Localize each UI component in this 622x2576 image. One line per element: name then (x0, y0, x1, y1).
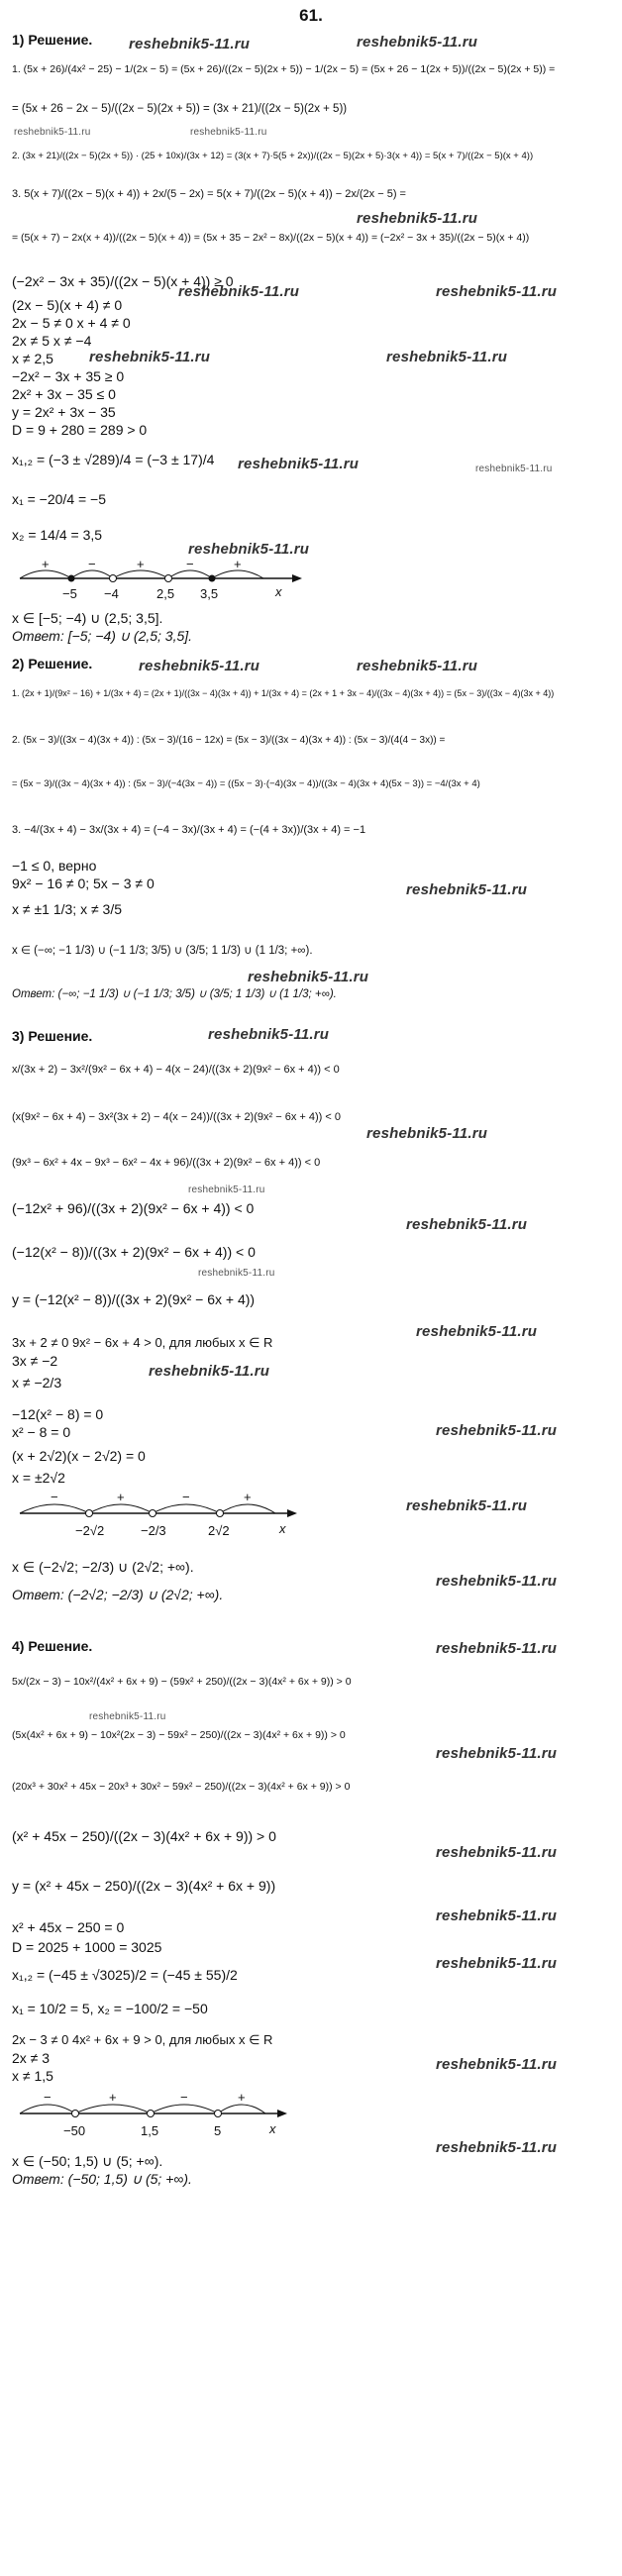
watermark: reshebnik5-11.ru (178, 283, 300, 300)
s4-line: x₁,₂ = (−45 ± √3025)/2 = (−45 ± 55)/2 (12, 1967, 238, 1983)
watermark: reshebnik5-11.ru (406, 1216, 528, 1233)
s1-result: x ∈ [−5; −4) ∪ (2,5; 3,5]. (12, 610, 163, 626)
s3-line: 3x + 2 ≠ 0 9x² − 6x + 4 > 0, для любых x ∈ R (12, 1335, 273, 1350)
s1-line: = (5x + 26 − 2x − 5)/((2x − 5)(2x + 5)) = (3x + 21)/((2x − 5)(2x + 5)) (12, 103, 348, 115)
problem-number: 61. (299, 6, 323, 25)
s2-answer: Ответ: (−∞; −1 1/3) ∪ (−1 1/3; 3/5) ∪ (3/5; 1 1/3) ∪ (1 1/3; +∞). (12, 988, 337, 1000)
s1-line: 3. 5(x + 7)/((2x − 5)(x + 4)) + 2x/(5 − 2x) = 5(x + 7)/((2x − 5)(x + 4)) − 2x/(2x − 5) = (12, 188, 406, 200)
watermark: reshebnik5-11.ru (208, 1026, 330, 1043)
point-open (110, 575, 117, 582)
s4-result: x ∈ (−50; 1,5) ∪ (5; +∞). (12, 2153, 163, 2169)
s1-line: D = 9 + 280 = 289 > 0 (12, 422, 148, 438)
sign-arc (71, 570, 113, 578)
watermark: reshebnik5-11.ru (436, 283, 558, 300)
s1-line: 2x ≠ 5 x ≠ −4 (12, 333, 92, 349)
axis-arrow (292, 574, 302, 582)
s1-line: (−2x² − 3x + 35)/((2x − 5)(x + 4)) ≥ 0 (12, 273, 234, 289)
s1-line: 2. (3x + 21)/((2x − 5)(2x + 5)) · (25 + 10x)/(3x + 12) = (3(x + 7)·5(5 + 2x))/((2x − 5)(2x + 5)·3(x + 4)) = 5(x + 7)/((2x − 5)(x + 4)) (12, 151, 534, 161)
watermark: reshebnik5-11.ru (436, 1745, 558, 1762)
s2-line: −1 ≤ 0, верно (12, 858, 97, 874)
s1-line: x₂ = 14/4 = 3,5 (12, 527, 103, 543)
s2-line: 9x² − 16 ≠ 0; 5x − 3 ≠ 0 (12, 876, 155, 891)
s4-line: y = (x² + 45x − 250)/((2x − 3)(4x² + 6x + 9)) (12, 1878, 276, 1894)
watermark: reshebnik5-11.ru (89, 349, 211, 365)
s2-line: x ∈ (−∞; −1 1/3) ∪ (−1 1/3; 3/5) ∪ (3/5; 1 1/3) ∪ (1 1/3; +∞). (12, 945, 313, 957)
sign-arc (212, 570, 263, 578)
s4-line: (x² + 45x − 250)/((2x − 3)(4x² + 6x + 9)) > 0 (12, 1828, 276, 1844)
s3-header: 3) Решение. (12, 1028, 93, 1044)
s3-line: (−12(x² − 8))/((3x + 2)(9x² − 6x + 4)) < 0 (12, 1244, 256, 1260)
axis-arrow (287, 1509, 297, 1517)
axis-label: −4 (104, 586, 119, 601)
s1-line: 2x² + 3x − 35 ≤ 0 (12, 386, 116, 402)
s4-line: x ≠ 1,5 (12, 2068, 53, 2084)
s1-line: (2x − 5)(x + 4) ≠ 0 (12, 297, 123, 313)
sign-arc (20, 1504, 89, 1513)
watermark: reshebnik5-11.ru (357, 658, 478, 674)
sign-arc (113, 570, 168, 578)
s2-line: = (5x − 3)/((3x − 4)(3x + 4)) : (5x − 3)/(−4(3x − 4)) = ((5x − 3)·(−4)(3x − 4))/((3x − 4)(3x + 4)(5x − 3)) = −4/(3x + 4) (12, 778, 480, 789)
watermark: reshebnik5-11.ru (436, 1422, 558, 1439)
s3-line: 3x ≠ −2 (12, 1353, 58, 1369)
watermark: reshebnik5-11.ru (436, 1907, 558, 1924)
sign-arc (153, 1504, 220, 1513)
sign-label: − (44, 2092, 52, 2105)
s1-line: x₁ = −20/4 = −5 (12, 491, 107, 507)
sign-label: − (88, 557, 96, 571)
sign-label: + (234, 557, 242, 571)
axis-label: 5 (214, 2123, 222, 2138)
s4-line: 2x − 3 ≠ 0 4x² + 6x + 9 > 0, для любых x ∈ R (12, 2032, 273, 2047)
s2-line: 2. (5x − 3)/((3x − 4)(3x + 4)) : (5x − 3)/(16 − 12x) = (5x − 3)/((3x − 4)(3x + 4)) : (5x − 3)/(4(4 − 3x)) = (12, 735, 446, 746)
s3-answer: Ответ: (−2√2; −2/3) ∪ (2√2; +∞). (12, 1587, 224, 1602)
point-open (72, 2111, 79, 2117)
watermark: reshebnik5-11.ru (190, 127, 267, 138)
sign-label: + (244, 1492, 252, 1504)
s1-line: y = 2x² + 3x − 35 (12, 404, 116, 420)
sign-arc (20, 2105, 75, 2113)
watermark: reshebnik5-11.ru (129, 36, 251, 52)
s4-line: (5x(4x² + 6x + 9) − 10x²(2x − 3) − 59x² − 250)/((2x − 3)(4x² + 6x + 9)) > 0 (12, 1729, 346, 1741)
sign-arc (220, 1504, 275, 1513)
s2-line: x ≠ ±1 1/3; x ≠ 3/5 (12, 901, 122, 917)
sign-arc (20, 570, 71, 578)
axis-label: x (269, 2121, 276, 2136)
number-line-4 (10, 2092, 327, 2149)
watermark: reshebnik5-11.ru (406, 881, 528, 898)
sign-label: + (109, 2092, 117, 2105)
point-open (148, 2111, 155, 2117)
watermark: reshebnik5-11.ru (238, 456, 360, 472)
sign-label: − (182, 1492, 190, 1504)
sign-arc (151, 2105, 218, 2113)
point-open (217, 1510, 224, 1517)
s3-line: (x + 2√2)(x − 2√2) = 0 (12, 1448, 146, 1464)
s4-line: x₁ = 10/2 = 5, x₂ = −100/2 = −50 (12, 2001, 208, 2016)
s4-header: 4) Решение. (12, 1638, 93, 1654)
s1-line: −2x² − 3x + 35 ≥ 0 (12, 368, 125, 384)
s1-line: = (5(x + 7) − 2x(x + 4))/((2x − 5)(x + 4)) = (5x + 35 − 2x² − 8x)/((2x − 5)(x + 4)) = (−2x² − 3x + 35)/((2x − 5)(x + 4)) (12, 232, 530, 244)
watermark: reshebnik5-11.ru (357, 34, 478, 51)
sign-arc (75, 2105, 151, 2113)
watermark: reshebnik5-11.ru (436, 1640, 558, 1657)
s4-line: (20x³ + 30x² + 45x − 20x³ + 30x² − 59x² − 250)/((2x − 3)(4x² + 6x + 9)) > 0 (12, 1781, 351, 1793)
axis-label: 2√2 (208, 1523, 230, 1538)
s3-line: y = (−12(x² − 8))/((3x + 2)(9x² − 6x + 4)) (12, 1291, 256, 1307)
axis-label: x (279, 1521, 286, 1536)
axis-label: −5 (62, 586, 77, 601)
sign-label: + (117, 1492, 125, 1504)
axis-label: −2√2 (75, 1523, 105, 1538)
watermark: reshebnik5-11.ru (475, 464, 553, 474)
s3-result: x ∈ (−2√2; −2/3) ∪ (2√2; +∞). (12, 1559, 194, 1575)
sign-label: + (238, 2092, 246, 2105)
s3-line: (x(9x² − 6x + 4) − 3x²(3x + 2) − 4(x − 24))/((3x + 2)(9x² − 6x + 4)) < 0 (12, 1111, 341, 1123)
axis-label: 3,5 (200, 586, 219, 601)
watermark: reshebnik5-11.ru (436, 1573, 558, 1590)
watermark: reshebnik5-11.ru (198, 1268, 275, 1279)
watermark: reshebnik5-11.ru (248, 969, 369, 985)
sign-label: + (42, 557, 50, 571)
sign-label: − (51, 1492, 58, 1504)
s4-line: D = 2025 + 1000 = 3025 (12, 1939, 162, 1955)
axis-label: −50 (63, 2123, 86, 2138)
axis-label: −2/3 (141, 1523, 166, 1538)
sign-arc (89, 1504, 153, 1513)
sign-label: + (137, 557, 145, 571)
s1-line: x₁,₂ = (−3 ± √289)/4 = (−3 ± 17)/4 (12, 452, 215, 467)
point-open (86, 1510, 93, 1517)
sign-arc (218, 2105, 265, 2113)
sign-label: − (186, 557, 194, 571)
s2-header: 2) Решение. (12, 656, 93, 671)
sign-arc (168, 570, 212, 578)
s2-line: 1. (2x + 1)/(9x² − 16) + 1/(3x + 4) = (2x + 1)/((3x − 4)(3x + 4)) + 1/(3x + 4) = (2x + 1 + 3x − 4)/((3x − 4)(3x + 4)) = (5x − 3)/((3x − 4)(3x + 4)) (12, 688, 555, 698)
axis-label: 1,5 (141, 2123, 159, 2138)
watermark: reshebnik5-11.ru (416, 1323, 538, 1340)
s3-line: −12(x² − 8) = 0 (12, 1406, 104, 1422)
s3-line: x² − 8 = 0 (12, 1424, 71, 1440)
watermark: reshebnik5-11.ru (436, 1955, 558, 1972)
axis-label: x (275, 584, 282, 599)
watermark: reshebnik5-11.ru (139, 658, 260, 674)
s4-line: 2x ≠ 3 (12, 2050, 51, 2066)
s3-line: x ≠ −2/3 (12, 1375, 62, 1391)
axis-label: 2,5 (156, 586, 175, 601)
s3-line: x/(3x + 2) − 3x²/(9x² − 6x + 4) − 4(x − 24)/((3x + 2)(9x² − 6x + 4)) < 0 (12, 1064, 340, 1076)
watermark: reshebnik5-11.ru (436, 1844, 558, 1861)
s4-answer: Ответ: (−50; 1,5) ∪ (5; +∞). (12, 2171, 192, 2187)
axis-arrow (277, 2110, 287, 2117)
watermark: reshebnik5-11.ru (14, 127, 91, 138)
s1-header: 1) Решение. (12, 32, 93, 48)
watermark: reshebnik5-11.ru (188, 541, 310, 558)
watermark: reshebnik5-11.ru (436, 2139, 558, 2156)
s1-answer: Ответ: [−5; −4) ∪ (2,5; 3,5]. (12, 628, 193, 644)
s1-line: x ≠ 2,5 (12, 351, 53, 366)
watermark: reshebnik5-11.ru (366, 1125, 488, 1142)
point-open (150, 1510, 156, 1517)
point-filled (68, 575, 75, 582)
number-line-1 (10, 557, 307, 608)
number-line-3 (10, 1492, 327, 1551)
point-open (165, 575, 172, 582)
watermark: reshebnik5-11.ru (406, 1497, 528, 1514)
point-filled (209, 575, 216, 582)
s3-line: (−12x² + 96)/((3x + 2)(9x² − 6x + 4)) < 0 (12, 1200, 255, 1216)
watermark: reshebnik5-11.ru (188, 1185, 265, 1195)
watermark: reshebnik5-11.ru (149, 1363, 270, 1380)
s1-line: 2x − 5 ≠ 0 x + 4 ≠ 0 (12, 315, 131, 331)
point-open (215, 2111, 222, 2117)
s4-line: x² + 45x − 250 = 0 (12, 1919, 125, 1935)
s1-line: 1. (5x + 26)/(4x² − 25) − 1/(2x − 5) = (5x + 26)/((2x − 5)(2x + 5)) − 1/(2x − 5) = (5x + 26 − 1(2x + 5))/((2x − 5)(2x + 5)) = (12, 63, 556, 75)
s4-line: 5x/(2x − 3) − 10x²/(4x² + 6x + 9) − (59x² + 250)/((2x − 3)(4x² + 6x + 9)) > 0 (12, 1676, 352, 1688)
watermark: reshebnik5-11.ru (386, 349, 508, 365)
s2-line: 3. −4/(3x + 4) − 3x/(3x + 4) = (−4 − 3x)/(3x + 4) = (−(4 + 3x))/(3x + 4) = −1 (12, 824, 366, 836)
watermark: reshebnik5-11.ru (436, 2056, 558, 2073)
s3-line: (9x³ − 6x² + 4x − 9x³ − 6x² − 4x + 96)/((3x + 2)(9x² − 6x + 4)) < 0 (12, 1157, 321, 1169)
sign-label: − (180, 2092, 188, 2105)
watermark: reshebnik5-11.ru (357, 210, 478, 227)
watermark: reshebnik5-11.ru (89, 1711, 166, 1722)
s3-line: x = ±2√2 (12, 1470, 65, 1486)
